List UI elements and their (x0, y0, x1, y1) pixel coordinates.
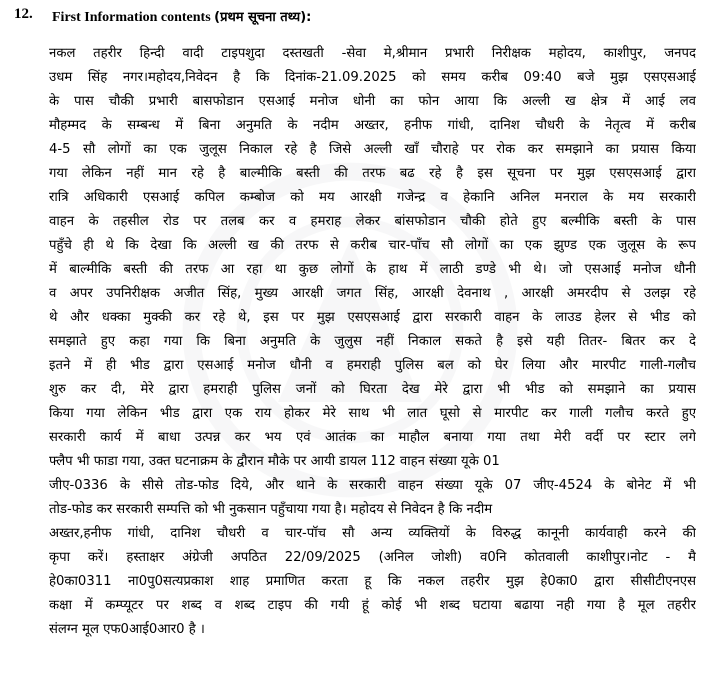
content-line: वाहन के तहसील रोड पर तलब कर व हमराह लेकर बांसफोडान चौकी होते हुए बल्मीकि बस्ती के पास (49, 214, 696, 229)
content-line: मौहम्मद के सम्बन्ध में बिना अनुमति के नदीम अख्तर, हनीफ गांधी, दानिश चौधरी के नेतृत्व में करीब (49, 118, 696, 133)
content-line: रात्रि अधिकारी एसआई कपिल कम्बोज को मय आरक्षी गजेन्द्र व हेकानि अनिल मनराल के मय सरकारी (49, 190, 696, 205)
content-line: शुरु कर दी, मेरे द्वारा हमराही पुलिस जनों को घिरता देख मेरे द्वारा भी भीड को समझाने का प्रयास (49, 382, 696, 397)
content-line: के पास चौकी प्रभारी बासफोडान एसआई मनोज धोनी का फोन आया कि अल्ली ख क्षेत्र में आई लव (49, 94, 696, 109)
section-title-english: First Information contents (52, 10, 211, 25)
content-line: तोड-फोड कर सरकारी सम्पत्ति को भी नुकसान पहुँचाया गया है। महोदय से निवेदन है कि नदीम (49, 502, 493, 517)
content-line: अख्तर,हनीफ गांधी, दानिश चौधरी व चार-पॉच सौ अन्य व्यक्तियों के विरुद्ध कानूनी कार्यवाही करने की (49, 526, 696, 541)
content-line: जीए-0336 के सीसे तोड-फोड दिये, और थाने के सरकारी वाहन संख्या यूके 07 जीए-4524 के बोनेट में भी (49, 478, 696, 493)
first-information-content (49, 42, 696, 642)
content-line: इतने में ही भीड द्वारा एसआई मनोज धौनी व हमराही पुलिस बल को घेर लिया और मारपीट गाली-गलौच (49, 358, 696, 373)
section-title (52, 7, 311, 26)
section-title-hindi: (प्रथम सूचना तथ्य): (214, 10, 312, 25)
content-line: कक्षा में कम्प्यूटर पर शब्द व शब्द टाइप की गयी हूं कोई भी शब्द घटाया बढाया नही गया है मूल तहरीर (49, 598, 696, 613)
section-header (14, 6, 710, 30)
content-line: में बाल्मीकि बस्ती की तरफ आ रहा था कुछ लोगों के हाथ में लाठी डण्डे भी थे। जो एसआई मनोज धौनी (49, 262, 696, 277)
content-line: सरकारी कार्य में बाधा उत्पन्न कर भय एवं आतंक का माहौल बनाया गया तथा मेरी वर्दी पर स्टार लगे (49, 430, 696, 445)
content-line: समझाते हुए कहा गया कि बिना अनुमति के जुलुस नहीं निकाल सकते है इसे यही तितर- बितर कर दे (49, 334, 696, 349)
content-line: थे और धक्का मुक्की कर रहे थे, इस पर मुझ एसएसआई द्वारा सरकारी वाहन के लाउड हेलर से भीड को (49, 310, 696, 325)
content-line: पहुँचे ही थे कि देखा कि अल्ली ख की तरफ से करीब चार-पाँच सौ लोगों का एक झुण्ड एक जुलूस के रूप (49, 238, 696, 253)
content-line: हे0का0311 ना0पु0सत्यप्रकाश शाह प्रमाणित करता हू कि नकल तहरीर मुझ हे0का0 द्वारा सीसीटीएनएस (49, 574, 696, 589)
section-number: 12. (14, 6, 33, 22)
content-line: गया लेकिन नहीं मान रहे है बाल्मीकि बस्ती की तरफ बढ रहे है इस सूचना पर मुझ एसएसआई द्वारा (49, 166, 696, 181)
content-line: उधम सिंह नगर।महोदय,निवेदन है कि दिनांक-21.09.2025 को समय करीब 09:40 बजे मुझ एसएसआई (49, 70, 696, 85)
content-line: व अपर उपनिरीक्षक अजीत सिंह, मुख्य आरक्षी जगत सिंह, आरक्षी देवनाथ , आरक्षी अमरदीप से उलझ रहे (49, 286, 696, 301)
content-line: किया गया लेकिन भीड द्वारा एक राय होकर मेरे साथ भी लात घूसो से मारपीट कर गाली गलौच करते हुए (49, 406, 696, 421)
content-line: नकल तहरीर हिन्दी वादी टाइपशुदा दस्तखती -सेवा मे,श्रीमान प्रभारी निरीक्षक महोदय, काशीपुर, जनपद (49, 46, 696, 61)
content-line: संलग्न मूल एफ0आई0आर0 है । (49, 622, 205, 637)
content-line: कृपा करें। हस्ताक्षर अंग्रेजी अपठित 22/09/2025 (अनिल जोशी) व0नि कोतवाली काशीपुर।नोट - मै (49, 550, 696, 565)
content-line: 4-5 सौ लोगों का एक जुलूस निकाल रहे है जिसे अल्ली खाँ चौराहे पर रोक कर समझाने का प्रयास किया (49, 142, 696, 157)
content-line: फ्लैप भी फाडा गया, उक्त घटनाक्रम के द्वौरान मौके पर आयी डायल 112 वाहन संख्या यूके 01 (49, 454, 500, 469)
